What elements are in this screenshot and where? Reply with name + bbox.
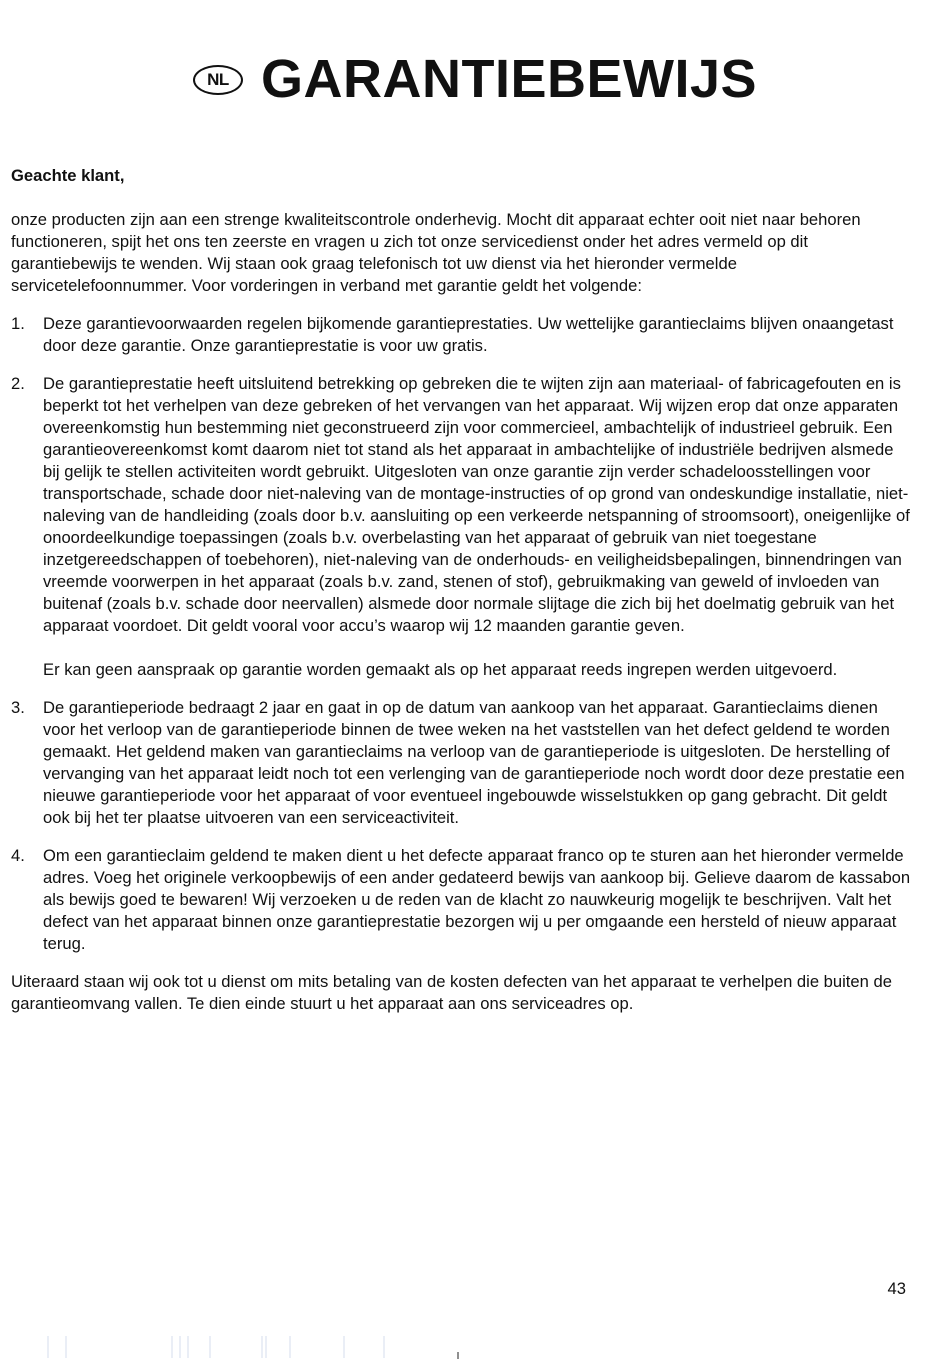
- list-item-number: 2.: [11, 374, 25, 393]
- page-header: [0, 48, 950, 110]
- list-item-paragraph: Er kan geen aanspraak op garantie worden gemaakt als op het apparaat reeds ingrepen werden uitgevoerd.: [43, 660, 838, 679]
- page-title: GARANTIEBEWIJS: [260, 49, 758, 109]
- list-item: [11, 313, 911, 357]
- list-item-paragraph: Om een garantieclaim geldend te maken dient u het defecte apparaat franco op te sturen aan het hieronder vermelde adres. Voeg het originele verkoopbewijs of een ander gedateerd bewijs van aankoop bij. Gelieve daarom de kassabon als bewijs goed te bewaren! Wij verzoeken u de reden van de klacht zo nauwkeurig mogelijk te beschrijven. Valt het defect van het apparaat binnen onze garantieprestatie bezorgen wij u per omgaande een hersteld of nieuw apparaat terug.: [43, 846, 911, 953]
- list-item-paragraph: De garantieprestatie heeft uitsluitend betrekking op gebreken die te wijten zijn aan materiaal- of fabricagefouten en is beperkt tot het verhelpen van deze gebreken of het vervangen van het apparaat. Wij wijzen erop dat onze apparaten overeenkomstig hun bestemming niet geconstrueerd zijn voor commercieel, ambachtelijk of industrieel gebruik. Een garantieovereenkomst komt daarom niet tot stand als het apparaat in ambachtelijke of industriële bedrijven alsmede bij gelijk te stellen activiteiten wordt gebruikt. Uitgesloten van onze garantie zijn verder schadeloosstellingen voor transportschade, schade door niet-naleving van de montage-instructies of op grond van ondeskundige installatie, niet-naleving van de handleiding (zoals door b.v. aansluiting op een verkeerde netspanning of stroomsoort), oneigenlijke of onoordeelkundige toepassingen (zoals b.v. overbelasting van het apparaat of gebruik van niet toegestane inzetgereedschappen of toebehoren), niet-naleving van de onderhouds- en veiligheidsbepalingen, binnendringen van vreemde voorwerpen in het apparaat (zoals b.v. zand, stenen of stof), gebruikmaking van geweld of invloeden van buitenaf (zoals b.v. schade door neervallen) alsmede door normale slijtage die zich bij het doelmatig gebruik van het apparaat voordoet. Dit geldt vooral voor accu’s waarop wij 12 maanden garantie geven.: [43, 374, 910, 635]
- language-badge: NL: [193, 65, 243, 95]
- list-item-body: [43, 697, 911, 829]
- list-item: [11, 845, 911, 955]
- list-item-body: [43, 373, 911, 681]
- list-item-paragraph: De garantieperiode bedraagt 2 jaar en gaat in op de datum van aankoop van het apparaat. Garantieclaims dienen voor het verloop van de garantieperiode binnen de twee weken na het vaststellen van het defect geldend te worden gemaakt. Het geldend maken van garantieclaims na verloop van de garantieperiode is uitgesloten. De herstelling of vervanging van het apparaat leidt noch tot een verlenging van de garantieperiode noch wordt door deze prestatie een nieuwe garantieperiode voor het apparaat of voor eventueel ingebouwde wisselstukken op gang gebracht. Dit geldt ook bij het ter plaatse uitvoeren van een serviceactiviteit.: [43, 698, 905, 827]
- page-number: 43: [887, 1279, 906, 1298]
- print-registration-marks: [0, 1334, 950, 1359]
- list-item-body: [43, 313, 911, 357]
- conditions-list: [11, 313, 911, 955]
- list-item-body: [43, 845, 911, 955]
- closing-paragraph: Uiteraard staan wij ook tot u dienst om mits betaling van de kosten defecten van het apparaat te verhelpen die buiten de garantieomvang vallen. Te dien einde stuurt u het apparaat aan ons serviceadres op.: [11, 972, 892, 1013]
- list-item: [11, 697, 911, 829]
- list-item-number: 3.: [11, 698, 25, 717]
- document-body: [11, 165, 911, 1015]
- salutation: Geachte klant,: [11, 166, 125, 185]
- list-item-number: 1.: [11, 314, 25, 333]
- list-item: [11, 373, 911, 681]
- list-item-paragraph: Deze garantievoorwaarden regelen bijkomende garantieprestaties. Uw wettelijke garantieclaims blijven onaangetast door deze garantie. Onze garantieprestatie is voor uw gratis.: [43, 314, 894, 355]
- list-item-number: 4.: [11, 846, 25, 865]
- intro-paragraph: onze producten zijn aan een strenge kwaliteitscontrole onderhevig. Mocht dit apparaat echter ooit niet naar behoren functioneren, spijt het ons ten zeerste en vragen u zich tot onze servicedienst onder het adres vermeld op dit garantiebewijs te wenden. Wij staan ook graag telefonisch tot uw dienst via het hieronder vermelde servicetelefoonnummer. Voor vorderingen in verband met garantie geldt het volgende:: [11, 210, 861, 295]
